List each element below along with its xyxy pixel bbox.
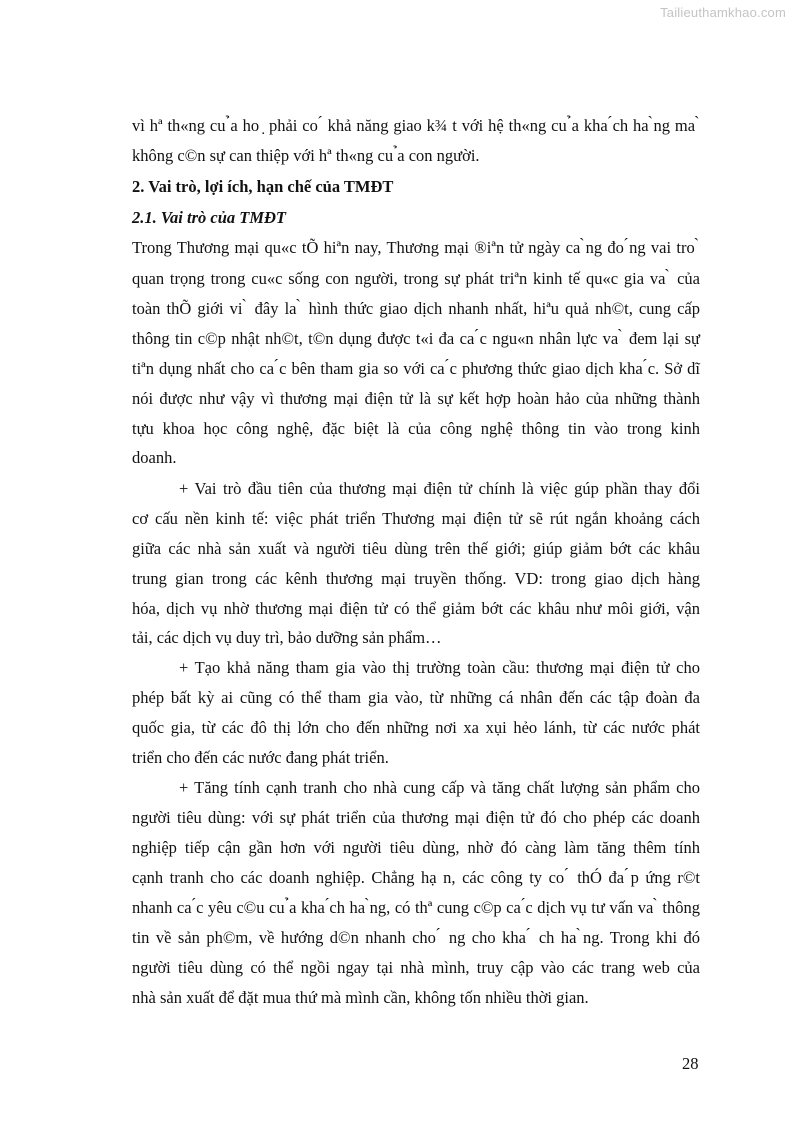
- text-line: cơ cấu nền kinh tế: việc phát triển Thương mại điện tử sẽ rút ngắn khoảng cách: [132, 509, 700, 528]
- text-line: người tiêu dùng có thể ngồi ngay tại nhà mình, truy cập vào các trang web của: [132, 958, 700, 977]
- text-line: nhanh ca ́c yêu c©u cu ̉a kha ́ch ha ̀ng, có thª cung c©p ca ́c dịch vụ tư vấn va ̀ thông: [132, 898, 700, 917]
- text-line: Trong Thương mại qu«c tÕ hiªn nay, Thương mại ®iªn tử ngày ca ̀ng đo ́ng vai tro ̀: [132, 238, 700, 257]
- text-line: toàn thÕ giới vi ̀ đây la ̀ hình thức giao dịch nhanh nhất, hiªu quả nh©t, cung cấp: [132, 299, 700, 318]
- text-line: tựu khoa học công nghệ, đặc biệt là của công nghệ thông tin vào trong kinh: [132, 419, 700, 438]
- text-line: không c©n sự can thiệp với hª th«ng cu ̉a con người.: [132, 146, 480, 165]
- text-line: tiªn dụng nhất cho ca ́c bên tham gia so với ca ́c phương thức giao dịch kha ́c. Sở dĩ: [132, 359, 700, 378]
- text-line: triển cho đến các nước đang phát triển.: [132, 748, 389, 767]
- text-line: tải, các dịch vụ duy trì, bảo dưỡng sản phẩm…: [132, 628, 442, 647]
- text-line: thông tin c©p nhật nh©t, t©n dụng được t«i đa ca ́c ngu«n nhân lực va ̀ đem lại sự: [132, 329, 700, 348]
- text-line: + Tăng tính cạnh tranh cho nhà cung cấp và tăng chất lượng sản phẩm cho: [179, 778, 700, 797]
- text-line: người tiêu dùng: với sự phát triển của thương mại điện tử đó cho phép các doanh: [132, 808, 700, 827]
- text-line: trung gian trong các kênh thương mại truyền thống. VD: trong giao dịch hàng: [132, 569, 700, 588]
- subsection-heading: 2.1. Vai trò của TMĐT: [132, 208, 287, 227]
- text-line: phép bất kỳ ai cũng có thể tham gia vào, từ những cá nhân đến các tập đoàn đa: [132, 688, 700, 707]
- page-number: 28: [682, 1054, 699, 1073]
- text-line: tin về sản ph©m, về hướng d©n nhanh cho ́ ng cho kha ́ ch ha ̀ng. Trong khi đó: [132, 928, 700, 947]
- text-line: + Vai trò đầu tiên của thương mại điện tử chính là việc gúp phần thay đổi: [179, 479, 700, 498]
- text-line: doanh.: [132, 448, 177, 467]
- text-line: nghiệp tiếp cận gần hơn với người tiêu dùng, nhờ đó càng làm tăng thêm tính: [132, 838, 700, 857]
- text-line: giữa các nhà sản xuất và người tiêu dùng trên thế giới; giúp giảm bớt các khâu: [132, 539, 700, 558]
- text-line: cạnh tranh cho các doanh nghiệp. Chẳng hạ n, các công ty co ́ thÓ đa ́p ứng r©t: [132, 868, 700, 887]
- text-line: quan trọng trong cu«c sống con người, trong sự phát triªn kinh tế qu«c gia va ̀ của: [132, 269, 700, 288]
- text-line: quốc gia, từ các đô thị lớn cho đến những nơi xa xụi hẻo lánh, từ các nước phát: [132, 718, 700, 737]
- text-line: hóa, dịch vụ nhờ thương mại điện tử có thể giảm bớt các khâu như môi giới, vận: [132, 599, 700, 618]
- text-line: vì hª th«ng cu ̉a ho ̣ phải co ́ khả năng giao k¾ t với hệ th«ng cu ̉a kha ́ch ha ̀ng ma ̀: [132, 116, 700, 135]
- section-heading: 2. Vai trò, lợi ích, hạn chế của TMĐT: [132, 177, 394, 196]
- text-line: nhà sản xuất để đặt mua thứ mà mình cần, không tốn nhiều thời gian.: [132, 988, 589, 1007]
- text-line: nói được như vậy vì thương mại điện tử là sự kết hợp hoàn hảo của những thành: [132, 389, 700, 408]
- watermark-text: Tailieuthamkhao.com: [660, 5, 786, 20]
- text-line: + Tạo khả năng tham gia vào thị trường toàn cầu: thương mại điện tử cho: [179, 658, 700, 677]
